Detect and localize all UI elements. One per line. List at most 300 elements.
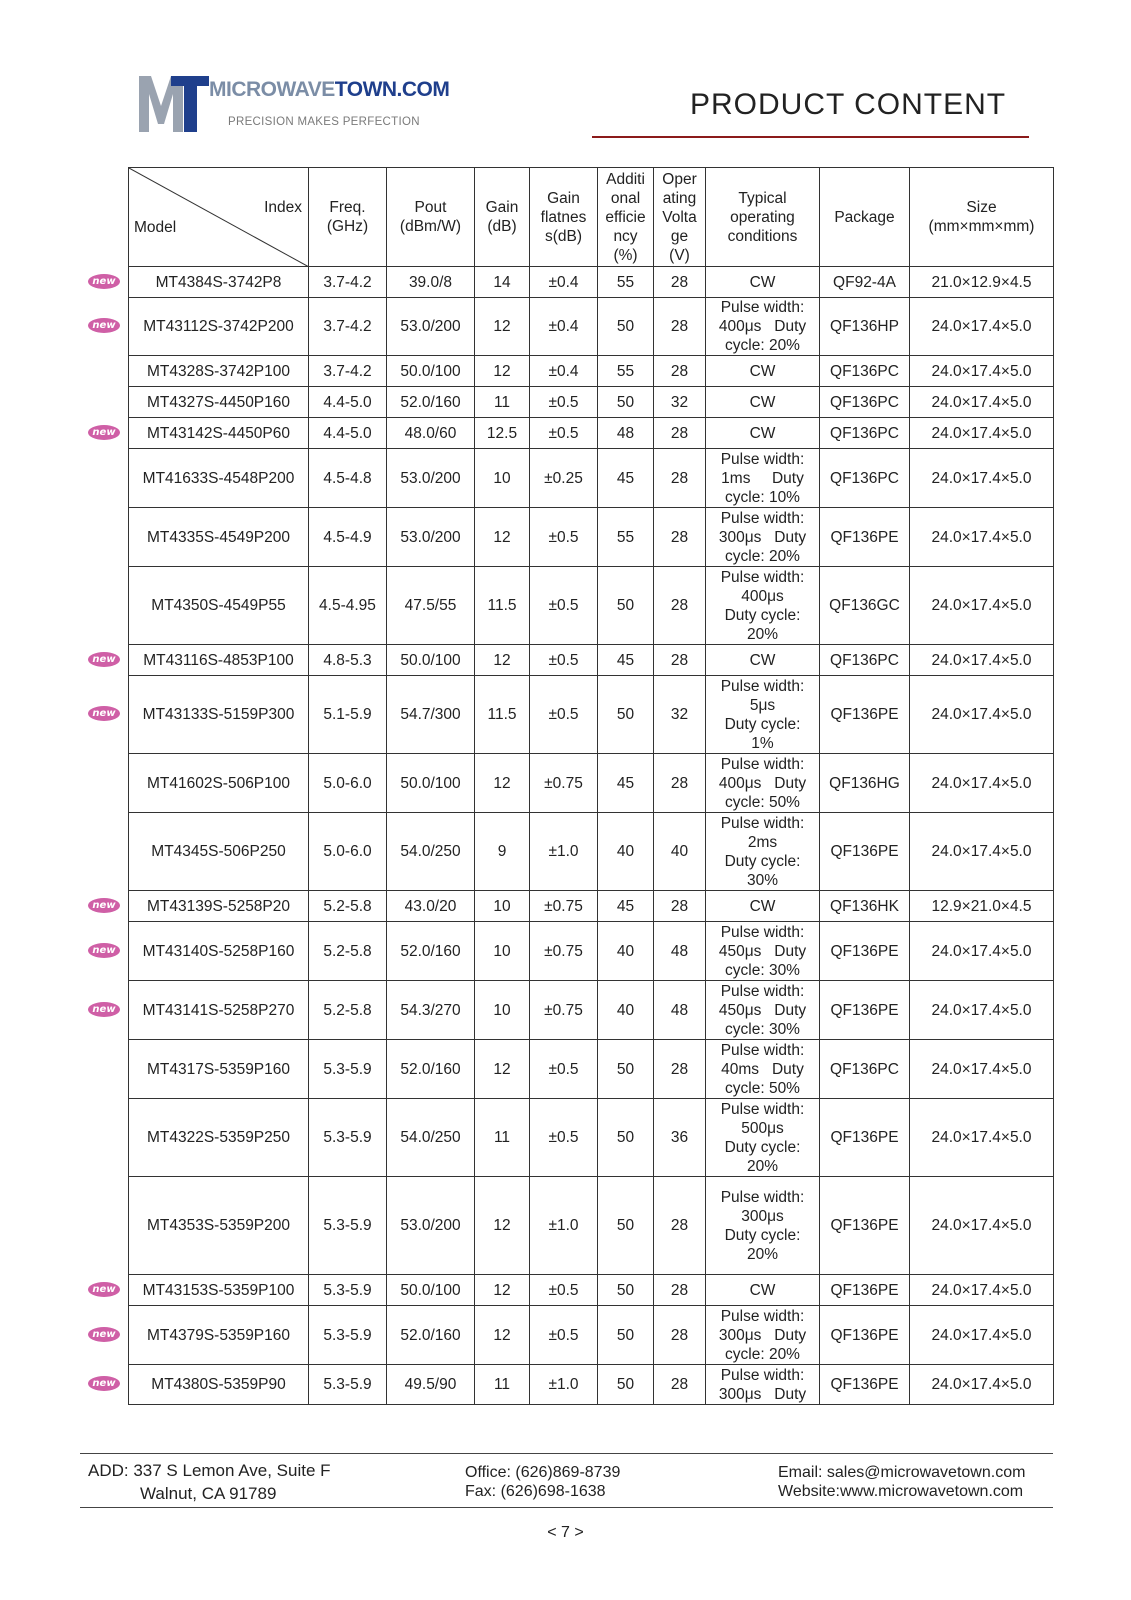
row-flatness: ±0.75 (530, 981, 598, 1040)
new-badge: new (88, 318, 120, 333)
row-size: 24.0×17.4×5.0 (910, 813, 1054, 891)
row-freq: 5.1-5.9 (309, 676, 387, 754)
condition-line: 400μs Duty (718, 318, 807, 335)
condition-line: Pulse width: (720, 1188, 805, 1206)
new-badge: new (88, 943, 120, 958)
condition-line: CW (749, 651, 776, 669)
row-size: 24.0×17.4×5.0 (910, 387, 1054, 418)
header-pout: Pout (dBm/W) (387, 168, 475, 267)
row-model: MT4327S-4450P160 (129, 387, 309, 418)
row-package: QF136PE (820, 922, 910, 981)
condition-line: CW (749, 1281, 776, 1299)
row-size: 24.0×17.4×5.0 (910, 676, 1054, 754)
condition-line: Pulse width: (720, 755, 805, 773)
row-efficiency: 55 (598, 356, 654, 387)
condition-line: cycle: 50% (725, 793, 800, 811)
row-flatness: ±0.5 (530, 1306, 598, 1365)
new-badge: new (88, 1327, 120, 1342)
row-voltage: 28 (654, 1275, 706, 1306)
table-header-row (129, 168, 1054, 267)
table-row (129, 891, 1054, 922)
row-gain: 11 (475, 1365, 530, 1405)
row-freq: 5.0-6.0 (309, 813, 387, 891)
header-conditions: Typical operating conditions (706, 168, 820, 267)
header-flatness: Gain flatnes s(dB) (530, 168, 598, 267)
footer-divider-bottom (80, 1507, 1053, 1508)
row-flatness: ±1.0 (530, 1365, 598, 1405)
table-row (129, 267, 1054, 298)
row-flatness: ±0.5 (530, 418, 598, 449)
brand-name-part1: MICROWAVE (209, 78, 335, 101)
row-efficiency: 40 (598, 981, 654, 1040)
row-efficiency: 50 (598, 1365, 654, 1405)
row-conditions (706, 1099, 820, 1177)
row-size: 24.0×17.4×5.0 (910, 981, 1054, 1040)
row-freq: 5.2-5.8 (309, 981, 387, 1040)
row-freq: 4.4-5.0 (309, 387, 387, 418)
row-model: MT43153S-5359P100 (129, 1275, 309, 1306)
row-voltage: 28 (654, 1306, 706, 1365)
row-pout: 52.0/160 (387, 387, 475, 418)
row-freq: 5.0-6.0 (309, 754, 387, 813)
row-conditions (706, 449, 820, 508)
row-voltage: 28 (654, 418, 706, 449)
row-model: MT4353S-5359P200 (129, 1177, 309, 1275)
row-package: QF136PE (820, 1099, 910, 1177)
row-efficiency: 50 (598, 1306, 654, 1365)
row-freq: 4.5-4.8 (309, 449, 387, 508)
row-pout: 52.0/160 (387, 1040, 475, 1099)
row-conditions (706, 676, 820, 754)
row-voltage: 28 (654, 645, 706, 676)
row-freq: 5.3-5.9 (309, 1040, 387, 1099)
row-pout: 39.0/8 (387, 267, 475, 298)
row-flatness: ±0.4 (530, 298, 598, 356)
condition-line: Pulse width: (720, 509, 805, 527)
row-conditions (706, 1365, 820, 1405)
row-package: QF136HP (820, 298, 910, 356)
row-conditions (706, 298, 820, 356)
table-row (129, 1177, 1054, 1275)
brand-tagline: PRECISION MAKES PERFECTION (228, 116, 420, 128)
row-size: 21.0×12.9×4.5 (910, 267, 1054, 298)
new-badge: new (88, 425, 120, 440)
table-row (129, 418, 1054, 449)
row-gain: 10 (475, 981, 530, 1040)
row-size: 24.0×17.4×5.0 (910, 449, 1054, 508)
row-package: QF136PE (820, 1365, 910, 1405)
row-model: MT4384S-3742P8 (129, 267, 309, 298)
row-efficiency: 50 (598, 1275, 654, 1306)
row-model: MT43116S-4853P100 (129, 645, 309, 676)
row-gain: 10 (475, 891, 530, 922)
row-pout: 53.0/200 (387, 1177, 475, 1275)
condition-line: 400μs (741, 587, 784, 605)
condition-line: 300μs Duty (718, 1385, 807, 1403)
row-freq: 3.7-4.2 (309, 298, 387, 356)
row-package: QF136PC (820, 418, 910, 449)
row-efficiency: 50 (598, 1177, 654, 1275)
row-freq: 3.7-4.2 (309, 356, 387, 387)
row-gain: 9 (475, 813, 530, 891)
row-conditions (706, 645, 820, 676)
row-size: 24.0×17.4×5.0 (910, 418, 1054, 449)
condition-line: Duty cycle: (724, 715, 801, 733)
row-pout: 50.0/100 (387, 645, 475, 676)
row-pout: 50.0/100 (387, 754, 475, 813)
row-model: MT41633S-4548P200 (129, 449, 309, 508)
row-efficiency: 50 (598, 1099, 654, 1177)
row-gain: 12 (475, 1275, 530, 1306)
row-flatness: ±0.25 (530, 449, 598, 508)
row-voltage: 32 (654, 387, 706, 418)
condition-line: 450μs Duty (718, 942, 807, 960)
row-model: MT43142S-4450P60 (129, 418, 309, 449)
row-package: QF136PE (820, 813, 910, 891)
table-row (129, 449, 1054, 508)
row-size: 24.0×17.4×5.0 (910, 1365, 1054, 1405)
condition-line: Pulse width: (720, 568, 805, 586)
table-row (129, 1275, 1054, 1306)
condition-line: cycle: 20% (725, 547, 800, 565)
condition-line: 1% (751, 734, 774, 752)
table-row (129, 508, 1054, 567)
row-model: MT4317S-5359P160 (129, 1040, 309, 1099)
row-model: MT43141S-5258P270 (129, 981, 309, 1040)
row-conditions (706, 1306, 820, 1365)
row-pout: 54.7/300 (387, 676, 475, 754)
table-row (129, 1306, 1054, 1365)
footer-email: Email: sales@microwavetown.com (778, 1464, 1026, 1481)
row-flatness: ±0.75 (530, 922, 598, 981)
row-voltage: 40 (654, 813, 706, 891)
condition-line: 450μs Duty (718, 1001, 807, 1019)
condition-line: cycle: 50% (725, 1079, 800, 1097)
condition-line: Duty cycle: (724, 1226, 801, 1244)
row-voltage: 28 (654, 1040, 706, 1099)
table-row (129, 1040, 1054, 1099)
row-package: QF136PE (820, 1177, 910, 1275)
table-row (129, 567, 1054, 645)
row-model: MT43112S-3742P200 (129, 298, 309, 356)
table-row (129, 645, 1054, 676)
row-size: 24.0×17.4×5.0 (910, 1099, 1054, 1177)
new-badge: new (88, 1376, 120, 1391)
row-size: 24.0×17.4×5.0 (910, 1306, 1054, 1365)
row-freq: 4.5-4.95 (309, 567, 387, 645)
title-divider (592, 136, 1029, 138)
row-flatness: ±0.5 (530, 508, 598, 567)
row-flatness: ±0.5 (530, 1040, 598, 1099)
row-efficiency: 45 (598, 891, 654, 922)
row-voltage: 28 (654, 567, 706, 645)
row-model: MT43139S-5258P20 (129, 891, 309, 922)
row-size: 24.0×17.4×5.0 (910, 1275, 1054, 1306)
row-package: QF136HK (820, 891, 910, 922)
row-freq: 4.4-5.0 (309, 418, 387, 449)
row-package: QF136PC (820, 645, 910, 676)
row-pout: 43.0/20 (387, 891, 475, 922)
row-efficiency: 48 (598, 418, 654, 449)
row-voltage: 48 (654, 981, 706, 1040)
row-flatness: ±0.5 (530, 567, 598, 645)
row-efficiency: 50 (598, 567, 654, 645)
condition-line: Pulse width: (720, 923, 805, 941)
footer-office: Office: (626)869-8739 (465, 1464, 621, 1481)
row-gain: 12 (475, 754, 530, 813)
row-package: QF136PE (820, 981, 910, 1040)
condition-line: Pulse width: (720, 1100, 805, 1118)
row-freq: 4.8-5.3 (309, 645, 387, 676)
row-conditions (706, 754, 820, 813)
row-conditions (706, 267, 820, 298)
row-size: 24.0×17.4×5.0 (910, 567, 1054, 645)
row-package: QF136HG (820, 754, 910, 813)
condition-line: cycle: 20% (725, 337, 800, 354)
brand-logo (137, 72, 450, 138)
row-efficiency: 40 (598, 922, 654, 981)
row-conditions (706, 891, 820, 922)
row-flatness: ±1.0 (530, 813, 598, 891)
new-badge: new (88, 706, 120, 721)
condition-line: CW (749, 897, 776, 915)
condition-line: 400μs Duty (718, 774, 807, 792)
condition-line: 20% (746, 1157, 779, 1175)
header-size: Size (mm×mm×mm) (910, 168, 1054, 267)
row-pout: 50.0/100 (387, 1275, 475, 1306)
table-row (129, 356, 1054, 387)
row-freq: 3.7-4.2 (309, 267, 387, 298)
row-gain: 12 (475, 1177, 530, 1275)
row-freq: 5.2-5.8 (309, 891, 387, 922)
row-pout: 47.5/55 (387, 567, 475, 645)
condition-line: Duty cycle: (724, 606, 801, 624)
row-package: QF136PE (820, 1306, 910, 1365)
row-freq: 5.3-5.9 (309, 1099, 387, 1177)
footer-fax: Fax: (626)698-1638 (465, 1483, 606, 1500)
row-voltage: 28 (654, 267, 706, 298)
row-pout: 53.0/200 (387, 298, 475, 356)
row-gain: 11 (475, 387, 530, 418)
condition-line: 2ms (747, 833, 778, 851)
row-model: MT43140S-5258P160 (129, 922, 309, 981)
row-conditions (706, 922, 820, 981)
condition-line: Pulse width: (720, 982, 805, 1000)
new-badge: new (88, 274, 120, 289)
condition-line: Duty cycle: (724, 1138, 801, 1156)
row-package: QF136PC (820, 1040, 910, 1099)
condition-line: cycle: 20% (725, 1345, 800, 1363)
footer-divider-top (80, 1453, 1053, 1454)
condition-line: 30% (746, 871, 779, 889)
row-package: QF136PE (820, 1275, 910, 1306)
row-conditions (706, 387, 820, 418)
row-package: QF136PE (820, 508, 910, 567)
row-flatness: ±0.4 (530, 267, 598, 298)
row-efficiency: 55 (598, 267, 654, 298)
condition-line: Pulse width: (720, 814, 805, 832)
row-package: QF136GC (820, 567, 910, 645)
row-flatness: ±0.4 (530, 356, 598, 387)
row-pout: 52.0/160 (387, 1306, 475, 1365)
condition-line: cycle: 10% (725, 488, 800, 506)
header-freq: Freq. (GHz) (309, 168, 387, 267)
row-gain: 10 (475, 922, 530, 981)
row-conditions (706, 356, 820, 387)
mt-logo-icon (137, 72, 211, 134)
condition-line: CW (749, 362, 776, 380)
row-voltage: 28 (654, 891, 706, 922)
row-flatness: ±0.5 (530, 676, 598, 754)
row-flatness: ±1.0 (530, 1177, 598, 1275)
row-pout: 53.0/200 (387, 508, 475, 567)
row-conditions (706, 1275, 820, 1306)
row-efficiency: 45 (598, 449, 654, 508)
condition-line: 20% (746, 625, 779, 643)
row-pout: 53.0/200 (387, 449, 475, 508)
table-row (129, 813, 1054, 891)
row-model: MT4350S-4549P55 (129, 567, 309, 645)
row-gain: 12 (475, 1306, 530, 1365)
table-row (129, 754, 1054, 813)
row-model: MT43133S-5159P300 (129, 676, 309, 754)
row-gain: 11.5 (475, 676, 530, 754)
row-model: MT41602S-506P100 (129, 754, 309, 813)
row-gain: 12 (475, 298, 530, 356)
header-voltage: Oper ating Volta ge (V) (654, 168, 706, 267)
row-pout: 48.0/60 (387, 418, 475, 449)
row-gain: 12 (475, 356, 530, 387)
row-flatness: ±0.5 (530, 1275, 598, 1306)
row-conditions (706, 567, 820, 645)
row-gain: 12.5 (475, 418, 530, 449)
row-model: MT4328S-3742P100 (129, 356, 309, 387)
row-efficiency: 55 (598, 508, 654, 567)
condition-line: 5μs (749, 696, 776, 714)
row-efficiency: 50 (598, 1040, 654, 1099)
condition-line: Pulse width: (720, 450, 805, 468)
condition-line: cycle: 30% (725, 961, 800, 979)
row-size: 24.0×17.4×5.0 (910, 508, 1054, 567)
row-pout: 50.0/100 (387, 356, 475, 387)
row-voltage: 28 (654, 298, 706, 356)
row-package: QF92-4A (820, 267, 910, 298)
header-package: Package (820, 168, 910, 267)
row-model: MT4322S-5359P250 (129, 1099, 309, 1177)
table-row (129, 387, 1054, 418)
condition-line: Duty cycle: (724, 852, 801, 870)
row-voltage: 32 (654, 676, 706, 754)
row-flatness: ±0.75 (530, 891, 598, 922)
header-efficiency: Additi onal efficie ncy (%) (598, 168, 654, 267)
condition-line: Pulse width: (720, 1307, 805, 1325)
row-pout: 54.3/270 (387, 981, 475, 1040)
condition-line: CW (749, 273, 776, 291)
brand-name (209, 78, 449, 102)
row-flatness: ±0.75 (530, 754, 598, 813)
row-conditions (706, 813, 820, 891)
row-model: MT4335S-4549P200 (129, 508, 309, 567)
condition-line: 300μs Duty (718, 528, 807, 546)
table-row (129, 1365, 1054, 1405)
row-conditions (706, 981, 820, 1040)
page-number: < 7 > (547, 1524, 584, 1541)
row-freq: 5.3-5.9 (309, 1177, 387, 1275)
row-freq: 4.5-4.9 (309, 508, 387, 567)
condition-line: 300μs Duty (718, 1326, 807, 1344)
condition-line: 20% (746, 1245, 779, 1263)
condition-line: 500μs (741, 1119, 784, 1137)
table-row (129, 676, 1054, 754)
footer-address-line2: Walnut, CA 91789 (140, 1484, 277, 1503)
row-flatness: ±0.5 (530, 387, 598, 418)
brand-name-part2: TOWN.COM (334, 78, 450, 101)
row-model: MT4379S-5359P160 (129, 1306, 309, 1365)
header-index: Index (264, 199, 302, 216)
row-size: 24.0×17.4×5.0 (910, 1040, 1054, 1099)
row-efficiency: 45 (598, 754, 654, 813)
row-gain: 12 (475, 1040, 530, 1099)
table-row (129, 922, 1054, 981)
row-size: 24.0×17.4×5.0 (910, 754, 1054, 813)
row-package: QF136PC (820, 356, 910, 387)
row-conditions (706, 418, 820, 449)
row-size: 24.0×17.4×5.0 (910, 298, 1054, 356)
row-pout: 54.0/250 (387, 1099, 475, 1177)
row-voltage: 28 (654, 356, 706, 387)
row-gain: 11.5 (475, 567, 530, 645)
row-conditions (706, 1177, 820, 1275)
row-model: MT4380S-5359P90 (129, 1365, 309, 1405)
row-pout: 49.5/90 (387, 1365, 475, 1405)
row-voltage: 28 (654, 1365, 706, 1405)
row-voltage: 28 (654, 508, 706, 567)
row-size: 24.0×17.4×5.0 (910, 1177, 1054, 1275)
row-voltage: 48 (654, 922, 706, 981)
row-freq: 5.3-5.9 (309, 1365, 387, 1405)
row-freq: 5.3-5.9 (309, 1275, 387, 1306)
header-gain: Gain (dB) (475, 168, 530, 267)
row-size: 12.9×21.0×4.5 (910, 891, 1054, 922)
header-model: Model (134, 219, 177, 236)
condition-line: Pulse width: (720, 1041, 805, 1059)
row-efficiency: 50 (598, 298, 654, 356)
condition-line: Pulse width: (720, 1366, 805, 1384)
row-size: 24.0×17.4×5.0 (910, 645, 1054, 676)
row-package: QF136PC (820, 449, 910, 508)
row-gain: 10 (475, 449, 530, 508)
row-efficiency: 50 (598, 387, 654, 418)
row-voltage: 36 (654, 1099, 706, 1177)
row-efficiency: 45 (598, 645, 654, 676)
row-package: QF136PE (820, 676, 910, 754)
new-badge: new (88, 652, 120, 667)
condition-line: CW (749, 424, 776, 442)
footer-website: Website:www.microwavetown.com (778, 1483, 1024, 1500)
row-gain: 12 (475, 508, 530, 567)
condition-line: cycle: 30% (725, 1020, 800, 1038)
row-pout: 52.0/160 (387, 922, 475, 981)
row-voltage: 28 (654, 449, 706, 508)
row-voltage: 28 (654, 1177, 706, 1275)
table-row (129, 1099, 1054, 1177)
table-row (129, 298, 1054, 356)
row-gain: 11 (475, 1099, 530, 1177)
header-model-index (129, 168, 309, 267)
condition-line: CW (749, 393, 776, 411)
new-badge: new (88, 898, 120, 913)
row-conditions (706, 1040, 820, 1099)
